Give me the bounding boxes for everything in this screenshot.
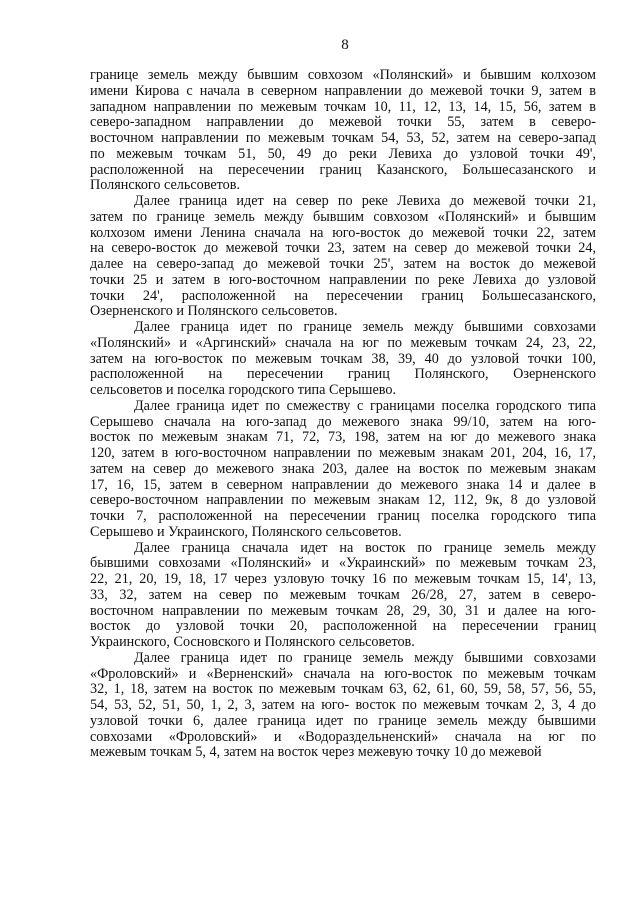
- paragraph: [90, 194, 596, 320]
- text-line: восточном направлении по межевым точкам 28, 29, 30, 31 и далее на юго-: [90, 602, 596, 619]
- paragraph: [90, 651, 596, 761]
- text-line: Серышево и Украинского, Полянского сельсоветов.: [90, 523, 402, 540]
- text-line: западном направлении по межевым точкам 10, 11, 12, 13, 14, 15, 56, затем в: [90, 98, 596, 115]
- text-line: имени Кирова с начала в северном направлении до межевой точки 9, затем в: [90, 82, 596, 99]
- text-line: расположенной на пересечении границ Казанского, Большесазанского и: [90, 161, 596, 178]
- text-line: Далее граница идет по смежеству с границами поселка городского типа: [134, 397, 596, 414]
- text-line: бывшими совхозами «Полянский» и «Украинский» по межевым точкам 23,: [90, 555, 596, 572]
- paragraph: [90, 320, 596, 399]
- text-line: точки 7, расположенной на пересечении границ поселка городского типа: [90, 508, 596, 524]
- text-line: границе земель между бывшим совхозом «Полянский» и бывшим колхозом: [90, 67, 596, 83]
- text-line: затем на юго-восток по межевым точкам 38, 39, 40 до узловой точки 100,: [90, 350, 596, 367]
- text-line: 17, 16, 15, затем в северном направлении до межевого знака 14 и далее в: [90, 476, 596, 493]
- text-line: точки 24', расположенной на пересечении границ Большесазанского,: [90, 287, 596, 304]
- text-line: колхозом имени Ленина сначала на юго-восток до межевой точки 22, затем: [90, 224, 596, 241]
- document-body: [90, 68, 596, 761]
- text-line: расположенной на пересечении границ Полянского, Озерненского: [90, 366, 596, 383]
- text-line: «Фроловский» и «Верненский» сначала на юго-восток по межевым точкам: [90, 665, 596, 682]
- text-line: на северо-восток до межевой точки 23, затем на север до межевой точки 24,: [90, 240, 596, 257]
- text-line: Далее граница сначала идет на восток по границе земель между: [134, 539, 596, 556]
- text-line: северо-западном направлении до межевой точки 55, затем в северо-: [90, 114, 596, 131]
- text-line: точки 25 и затем в юго-восточном направлении по реке Левиха до узловой: [90, 271, 596, 288]
- text-line: 32, 1, 18, затем на восток по межевым точкам 63, 62, 61, 60, 59, 58, 57, 56, 55,: [90, 681, 596, 698]
- paragraph: [90, 541, 596, 651]
- text-line: затем по границе земель между бывшим совхозом «Полянский» и бывшим: [90, 208, 596, 225]
- text-line: Далее граница идет по границе земель между бывшими совхозами: [134, 649, 596, 666]
- text-line: сельсоветов и поселка городского типа Серышево.: [90, 382, 396, 398]
- text-line: Далее граница идет на север по реке Левиха до межевой точки 21,: [134, 193, 596, 209]
- paragraph: [90, 68, 596, 194]
- text-line: Далее граница идет по границе земель между бывшими совхозами: [134, 319, 596, 335]
- text-line: 22, 21, 20, 19, 18, 17 через узловую точку 16 по межевым точкам 15, 14', 13,: [90, 571, 596, 587]
- text-line: Украинского, Сосновского и Полянского сельсоветов.: [90, 634, 415, 650]
- text-line: 54, 53, 52, 51, 50, 1, 2, 3, затем на юго- восток по межевым точкам 2, 3, 4 до: [90, 697, 596, 713]
- text-line: по межевым точкам 51, 50, 49 до реки Левиха до узловой точки 49',: [90, 145, 596, 162]
- text-line: затем на север до межевого знака 203, далее на восток по межевым знакам: [90, 460, 596, 477]
- text-line: восток по межевым знакам 71, 72, 73, 198, затем на юг до межевого знака: [90, 429, 596, 446]
- text-line: 33, 32, затем на север по межевым точкам 26/28, 27, затем в северо-: [90, 586, 596, 603]
- paragraph: [90, 399, 596, 541]
- text-line: восток до узловой точки 20, расположенной на пересечении границ: [90, 618, 596, 635]
- text-line: Серышево сначала на юго-запад до межевого знака 99/10, затем на юго-: [90, 413, 596, 430]
- text-line: восточном направлении по межевым точкам 54, 53, 52, затем на северо-запад: [90, 130, 596, 146]
- text-line: узловой точки 6, далее граница идет по границе земель между бывшими: [90, 712, 596, 729]
- text-line: «Полянский» и «Аргинский» сначала на юг по межевым точкам 24, 23, 22,: [90, 334, 596, 351]
- text-line: 120, затем в юго-восточном направлении по межевым знакам 201, 204, 16, 17,: [90, 445, 596, 461]
- text-line: далее на северо-запад до межевой точки 25', затем на восток до межевой: [90, 256, 596, 272]
- text-line: совхозами «Фроловский» и «Водораздельненский» сначала на юг по: [90, 728, 596, 745]
- text-line: межевым точкам 5, 4, затем на восток через межевую точку 10 до межевой: [90, 744, 542, 761]
- page-number: 8: [341, 37, 349, 53]
- text-line: Озерненского и Полянского сельсоветов.: [90, 303, 338, 320]
- text-line: северо-восточном направлении по межевым знакам 12, 112, 9к, 8 до узловой: [90, 492, 596, 509]
- text-line: Полянского сельсоветов.: [90, 177, 240, 194]
